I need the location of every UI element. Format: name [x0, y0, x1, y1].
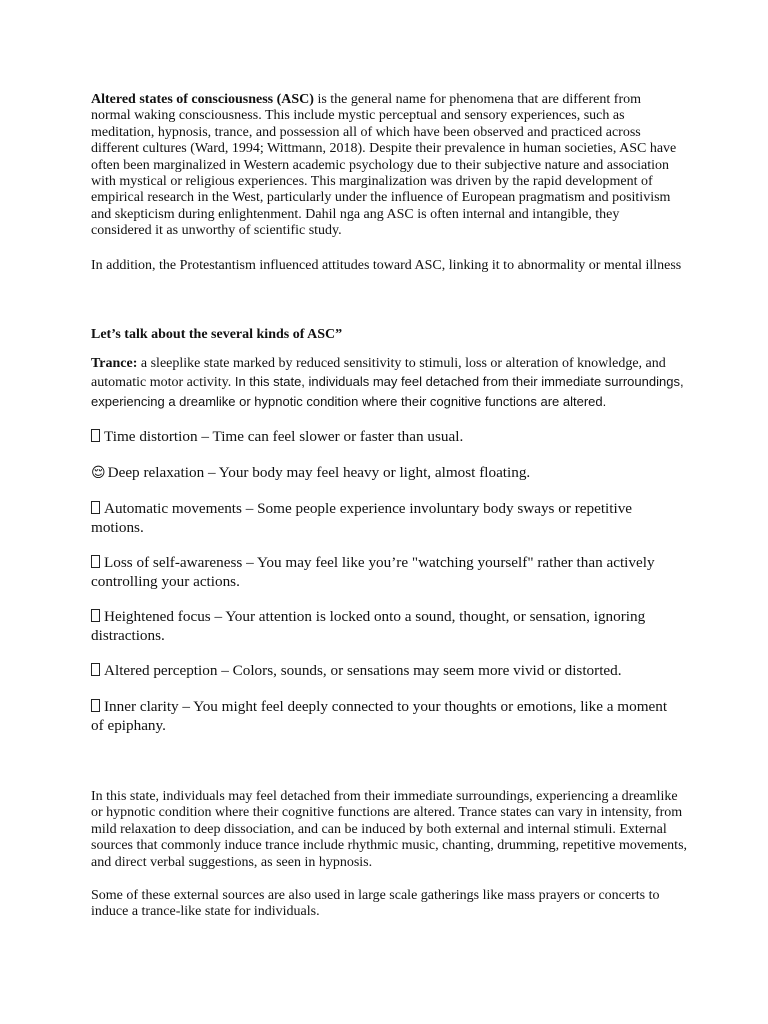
gatherings-paragraph: Some of these external sources are also used in large scale gatherings like mass prayers or concerts to induce a trance-like state for individuals.: [91, 888, 660, 920]
list-item-text: Inner clarity – You might feel deeply connected to your thoughts or emotions, like a moment of epiphany.: [91, 698, 668, 734]
list-item-text: Heightened focus – Your attention is locked onto a sound, thought, or sensation, ignoring distractions.: [91, 608, 646, 644]
trance-paragraph: [91, 355, 691, 412]
asc-term: Altered states of consciousness (ASC): [91, 92, 314, 107]
list-item-text: Altered perception – Colors, sounds, or sensations may seem more vivid or distorted.: [104, 662, 622, 679]
trance-description: In this state, individuals may feel detached from their immediate surroundings, experiencing a dreamlike or hypnotic condition where their cognitive functions are altered.: [91, 374, 684, 409]
missing-glyph-icon: [91, 501, 100, 514]
missing-glyph-icon: [91, 429, 100, 442]
list-item-text: Loss of self-awareness – You may feel like you’re "watching yourself" rather than actively controlling your actions.: [91, 554, 655, 590]
list-item: [91, 698, 681, 735]
list-item: [91, 500, 681, 537]
missing-glyph-icon: [91, 555, 100, 568]
list-item-text: Deep relaxation – Your body may feel heavy or light, almost floating.: [107, 464, 531, 481]
list-item-text: Time distortion – Time can feel slower or faster than usual.: [104, 428, 464, 445]
addition-paragraph: In addition, the Protestantism influenced attitudes toward ASC, linking it to abnormality or mental illness: [91, 258, 682, 273]
intro-paragraph: [91, 92, 681, 240]
section-heading: Let’s talk about the several kinds of ASC”: [91, 327, 343, 342]
list-item-text: Automatic movements – Some people experience involuntary body sways or repetitive motions.: [91, 500, 633, 536]
list-item: [91, 554, 681, 591]
list-item: [91, 608, 681, 645]
state-paragraph: In this state, individuals may feel detached from their immediate surroundings, experiencing a dreamlike or hypnotic condition where their cognitive functions are altered. Trance states can vary in intensity, from mild relaxation to deep dissociation, and can be induced by both external and internal stimuli. External sources that commonly induce trance include rhythmic music, chanting, drumming, repetitive movements, and direct verbal suggestions, as seen in hypnosis.: [91, 789, 688, 870]
list-item: [91, 428, 681, 447]
relieved-face-icon: 😌: [91, 465, 106, 481]
missing-glyph-icon: [91, 609, 100, 622]
list-item: [91, 662, 681, 681]
trance-definition: a sleeplike state marked by reduced sensitivity to stimuli, loss or alteration of knowledge, and automatic motor activity.: [91, 356, 666, 391]
list-item: [91, 464, 681, 483]
trance-label: Trance:: [91, 356, 138, 371]
missing-glyph-icon: [91, 663, 100, 676]
intro-text: is the general name for phenomena that are different from normal waking consciousness. This include mystic perceptual and sensory experiences, such as meditation, hypnosis, trance, and possession all of which have been observed and practiced across different cultures (Ward, 1994; Wittmann, 2018). Despite their prevalence in human societies, ASC have often been marginalized in Western academic psychology due to their subjective nature and association with mystical or religious experiences. This marginalization was driven by the rapid development of empirical research in the West, particularly under the influence of European pragmatism and positivism and skepticism during enlightenment. Dahil nga ang ASC is often internal and intangible, they considered it as unworthy of scientific study.: [91, 92, 677, 239]
missing-glyph-icon: [91, 699, 100, 712]
